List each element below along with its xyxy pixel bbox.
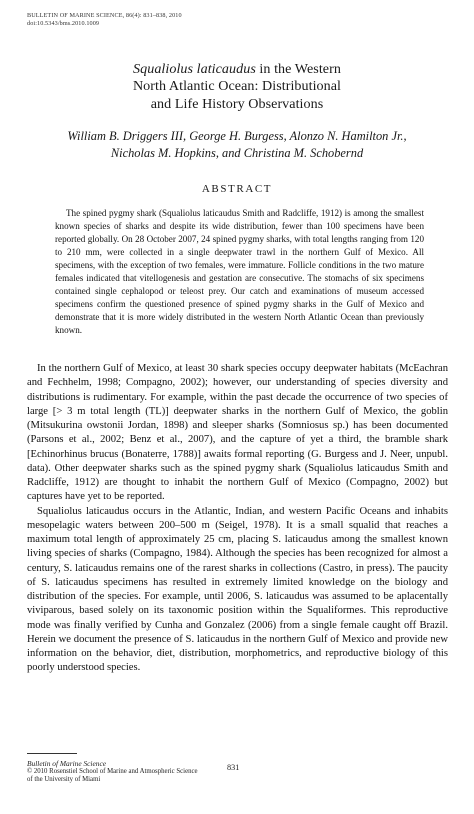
title-line-1-rest: in the Western <box>255 61 341 77</box>
title-line-1 <box>30 61 444 78</box>
title-line-2: North Atlantic Ocean: Distributional <box>132 78 342 95</box>
body-paragraph-2: Squaliolus laticaudus occurs in the Atlantic, Indian, and western Pacific Oceans and inhabits mesopelagic waters between 200–500 m (Seigel, 1978). It is a small squalid that reaches a maximum total length of approximately 25 cm, placing S. laticaudus among the smallest known living species of sharks (Compagno, 1984). Although the species has been recognized for almost a century, S. laticaudus remains one of the rarest sharks in collections (Castro, in press). The paucity of S. laticaudus specimens has resulted in extremely limited knowledge on the biology and distribution of the species. For example, until 2006, S. laticaudus was assumed to be aplacentally viviparous, based solely on its taxonomic position within the Squaliformes. This reproductive mode was finally verified by Cunha and Gonzalez (2006) from a single female caught off Brazil. Herein we document the presence of S. laticaudus in the northern Gulf of Mexico and provide new information on the behavior, diet, distribution, morphometrics, and reproductive biology of this poorly understood species. <box>27 505 448 674</box>
journal-citation: BULLETIN OF MARINE SCIENCE, 86(4): 831–838, 2010 <box>27 12 182 19</box>
footer-copyright: © 2010 Rosenstiel School of Marine and Atmospheric Science <box>27 768 198 776</box>
article-body <box>27 362 448 676</box>
authors-line-1: William B. Driggers III, George H. Burgess, Alonzo N. Hamilton Jr., <box>67 129 407 143</box>
footer-journal: Bulletin of Marine Science <box>27 759 107 768</box>
title-species: Squaliolus laticaudus <box>133 61 256 77</box>
page-number: 831 <box>227 763 240 772</box>
body-paragraph-1: In the northern Gulf of Mexico, at least 30 shark species occupy deepwater habitats (McEachran and Fechhelm, 1998; Compagno, 2002); however, our understanding of species diversity and distributions is rudimentary. For example, within the past decade the occurrence of two species of large [> 3 m total length (TL)] deepwater sharks in the northern Gulf of Mexico, the goblin (Mitsukurina owstonii Jordan, 1898) and sleeper sharks (Somniosus sp.) has been documented (Parsons et al., 2002; Benz et al., 2007), and the capture of yet a third, the bramble shark [Echinorhinus brucus (Bonaterre, 1788)] awaits formal reporting (G. Burgess and J. Neer, unpubl. data). Other deepwater sharks such as the spined pygmy shark (Squaliolus laticaudus Smith and Radcliffe, 1912) are thought to inhabit the northern Gulf of Mexico (Compagno, 2002) but captures have yet to be reported. <box>27 363 448 503</box>
authors-line-2: Nicholas M. Hopkins, and Christina M. Schobernd <box>110 146 364 161</box>
page-footer <box>27 760 198 784</box>
article-title <box>30 61 444 113</box>
footer-institution: of the University of Miami <box>27 776 101 784</box>
abstract-heading: ABSTRACT <box>201 183 273 195</box>
author-list <box>30 128 444 162</box>
footer-rule <box>27 753 77 754</box>
running-header <box>27 12 182 28</box>
title-line-3: and Life History Observations <box>150 95 324 112</box>
abstract-text: The spined pygmy shark (Squaliolus laticaudus Smith and Radcliffe, 1912) is among the smallest known species of sharks and despite its wide distribution, fewer than 100 specimens have been reported globally. On 28 October 2007, 24 spined pygmy sharks, with total lengths ranging from 120 to 210 mm, were collected in a single deepwater trawl in the northern Gulf of Mexico. All specimens, with the exception of two females, were immature. Follicle conditions in the two mature females indicated that vitellogenesis and gestation are consecutive. The stomachs of six specimens contained single cephalopod or teleost prey. Our catch and examinations of museum accessed specimens confirm the questioned presence of spined pygmy sharks in the Gulf of Mexico and demonstrate that it is more widely distributed in the western North Atlantic Ocean than previously known. <box>55 208 424 336</box>
doi: doi:10.5343/bms.2010.1009 <box>27 20 100 27</box>
